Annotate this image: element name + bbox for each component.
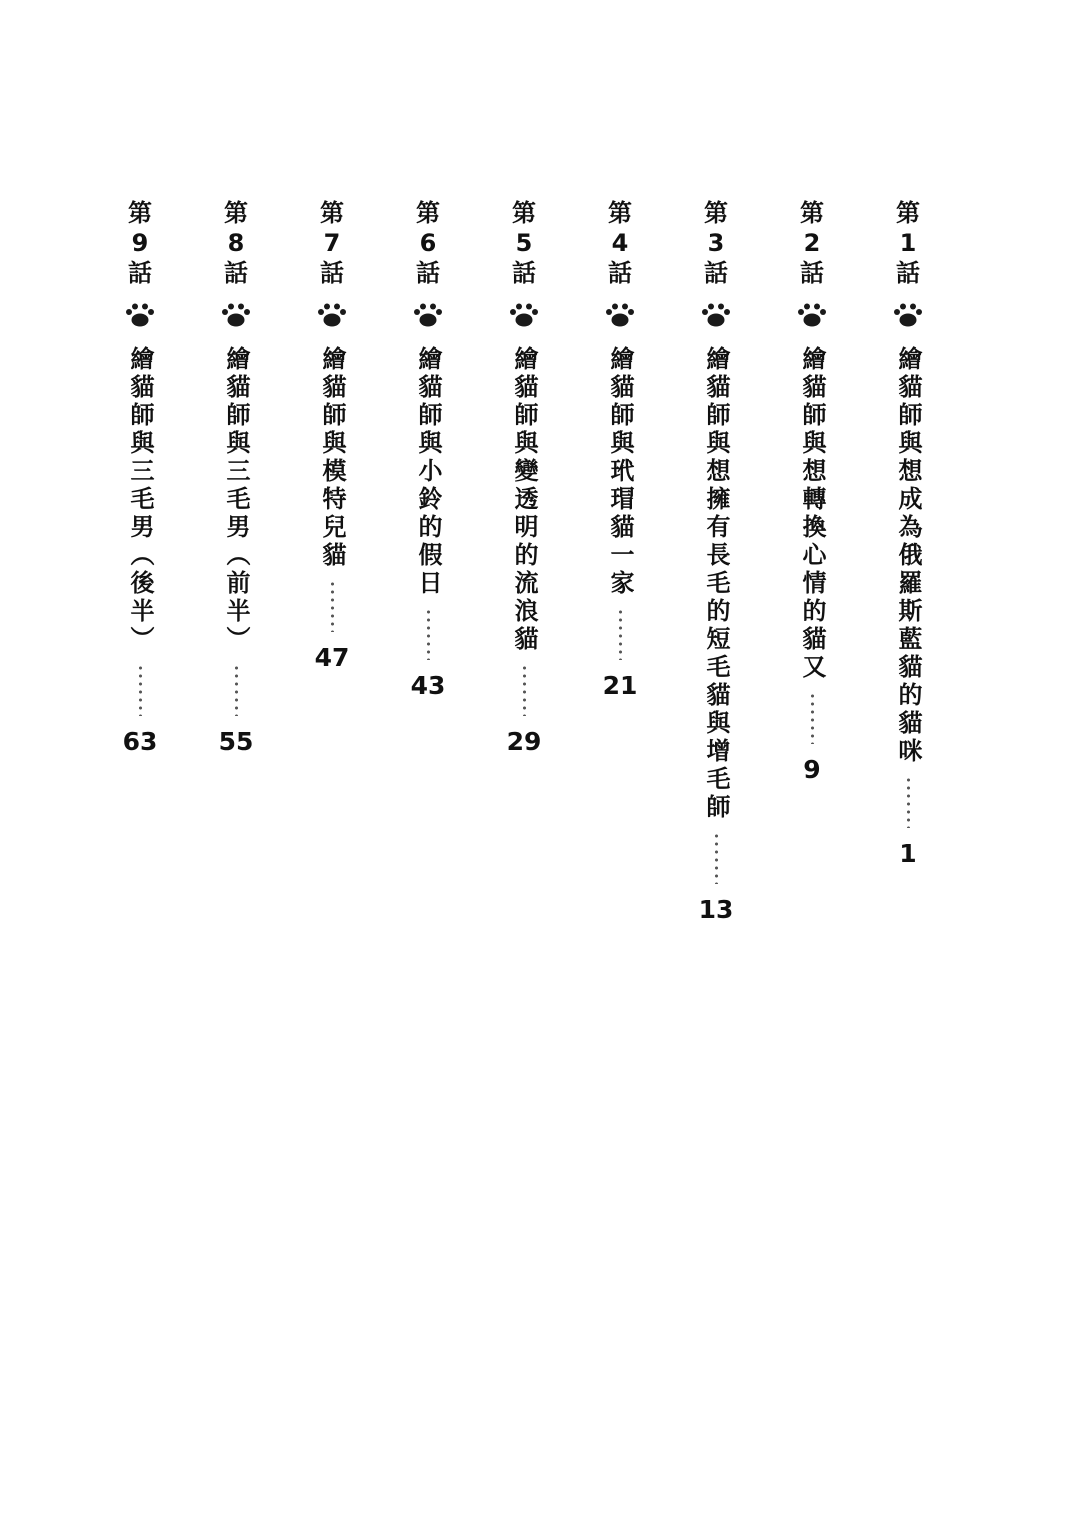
- chapter-prefix: 第: [128, 199, 152, 227]
- chapter-suffix: 話: [800, 259, 824, 287]
- chapter-number: 9: [131, 229, 149, 257]
- paw-print-icon: [221, 302, 251, 328]
- chapter-heading: [800, 198, 824, 288]
- chapter-prefix: 第: [224, 199, 248, 227]
- toc-entry-chapter-7[interactable]: [308, 198, 356, 672]
- chapter-title: 繪貓師與三毛男（前半）: [222, 346, 250, 654]
- chapter-number: 8: [227, 229, 245, 257]
- paw-print-icon: [701, 302, 731, 328]
- chapter-title: 繪貓師與三毛男（後半）: [126, 346, 154, 654]
- chapter-title: 繪貓師與想成為俄羅斯藍貓的貓咪: [894, 346, 922, 766]
- toc-entry-chapter-3[interactable]: [692, 198, 740, 924]
- chapter-number: 1: [899, 229, 917, 257]
- leader-dots: [139, 664, 142, 716]
- page-number: 21: [602, 671, 638, 700]
- page-number: 29: [506, 727, 542, 756]
- chapter-number: 7: [323, 229, 341, 257]
- chapter-prefix: 第: [896, 199, 920, 227]
- toc-entry-chapter-5[interactable]: [500, 198, 548, 756]
- page-number: 9: [803, 755, 821, 784]
- chapter-prefix: 第: [320, 199, 344, 227]
- chapter-suffix: 話: [224, 259, 248, 287]
- chapter-title: 繪貓師與玳瑁貓一家: [606, 346, 634, 598]
- chapter-suffix: 話: [512, 259, 536, 287]
- paw-print-icon: [125, 302, 155, 328]
- chapter-prefix: 第: [800, 199, 824, 227]
- leader-dots: [523, 664, 526, 716]
- chapter-heading: [608, 198, 632, 288]
- chapter-heading: [896, 198, 920, 288]
- chapter-prefix: 第: [608, 199, 632, 227]
- page-number: 13: [698, 895, 734, 924]
- chapter-heading: [320, 198, 344, 288]
- toc-entry-chapter-6[interactable]: [404, 198, 452, 700]
- page-number: 1: [899, 839, 917, 868]
- chapter-prefix: 第: [512, 199, 536, 227]
- chapter-number: 6: [419, 229, 437, 257]
- chapter-number: 5: [515, 229, 533, 257]
- chapter-heading: [128, 198, 152, 288]
- page-number: 47: [314, 643, 350, 672]
- toc-entry-chapter-9[interactable]: [116, 198, 164, 756]
- chapter-title: 繪貓師與變透明的流浪貓: [510, 346, 538, 654]
- chapter-title: 繪貓師與想擁有長毛的短毛貓與增毛師: [702, 346, 730, 822]
- toc-entry-chapter-2[interactable]: [788, 198, 836, 784]
- toc-entry-chapter-8[interactable]: [212, 198, 260, 756]
- chapter-heading: [704, 198, 728, 288]
- page-number: 43: [410, 671, 446, 700]
- leader-dots: [235, 664, 238, 716]
- chapter-suffix: 話: [416, 259, 440, 287]
- chapter-suffix: 話: [896, 259, 920, 287]
- chapter-number: 3: [707, 229, 725, 257]
- chapter-heading: [416, 198, 440, 288]
- chapter-number: 2: [803, 229, 821, 257]
- chapter-heading: [224, 198, 248, 288]
- page-number: 63: [122, 727, 158, 756]
- leader-dots: [715, 832, 718, 884]
- paw-print-icon: [413, 302, 443, 328]
- paw-print-icon: [509, 302, 539, 328]
- chapter-prefix: 第: [704, 199, 728, 227]
- leader-dots: [907, 776, 910, 828]
- paw-print-icon: [317, 302, 347, 328]
- chapter-title: 繪貓師與想轉換心情的貓又: [798, 346, 826, 682]
- leader-dots: [811, 692, 814, 744]
- leader-dots: [331, 580, 334, 632]
- paw-print-icon: [797, 302, 827, 328]
- chapter-suffix: 話: [608, 259, 632, 287]
- chapter-number: 4: [611, 229, 629, 257]
- chapter-title: 繪貓師與小鈴的假日: [414, 346, 442, 598]
- chapter-prefix: 第: [416, 199, 440, 227]
- chapter-title: 繪貓師與模特兒貓: [318, 346, 346, 570]
- chapter-suffix: 話: [128, 259, 152, 287]
- paw-print-icon: [605, 302, 635, 328]
- chapter-suffix: 話: [704, 259, 728, 287]
- chapter-suffix: 話: [320, 259, 344, 287]
- leader-dots: [427, 608, 430, 660]
- toc-entry-chapter-4[interactable]: [596, 198, 644, 700]
- paw-print-icon: [893, 302, 923, 328]
- leader-dots: [619, 608, 622, 660]
- page-number: 55: [218, 727, 254, 756]
- chapter-heading: [512, 198, 536, 288]
- toc-entry-chapter-1[interactable]: [884, 198, 932, 868]
